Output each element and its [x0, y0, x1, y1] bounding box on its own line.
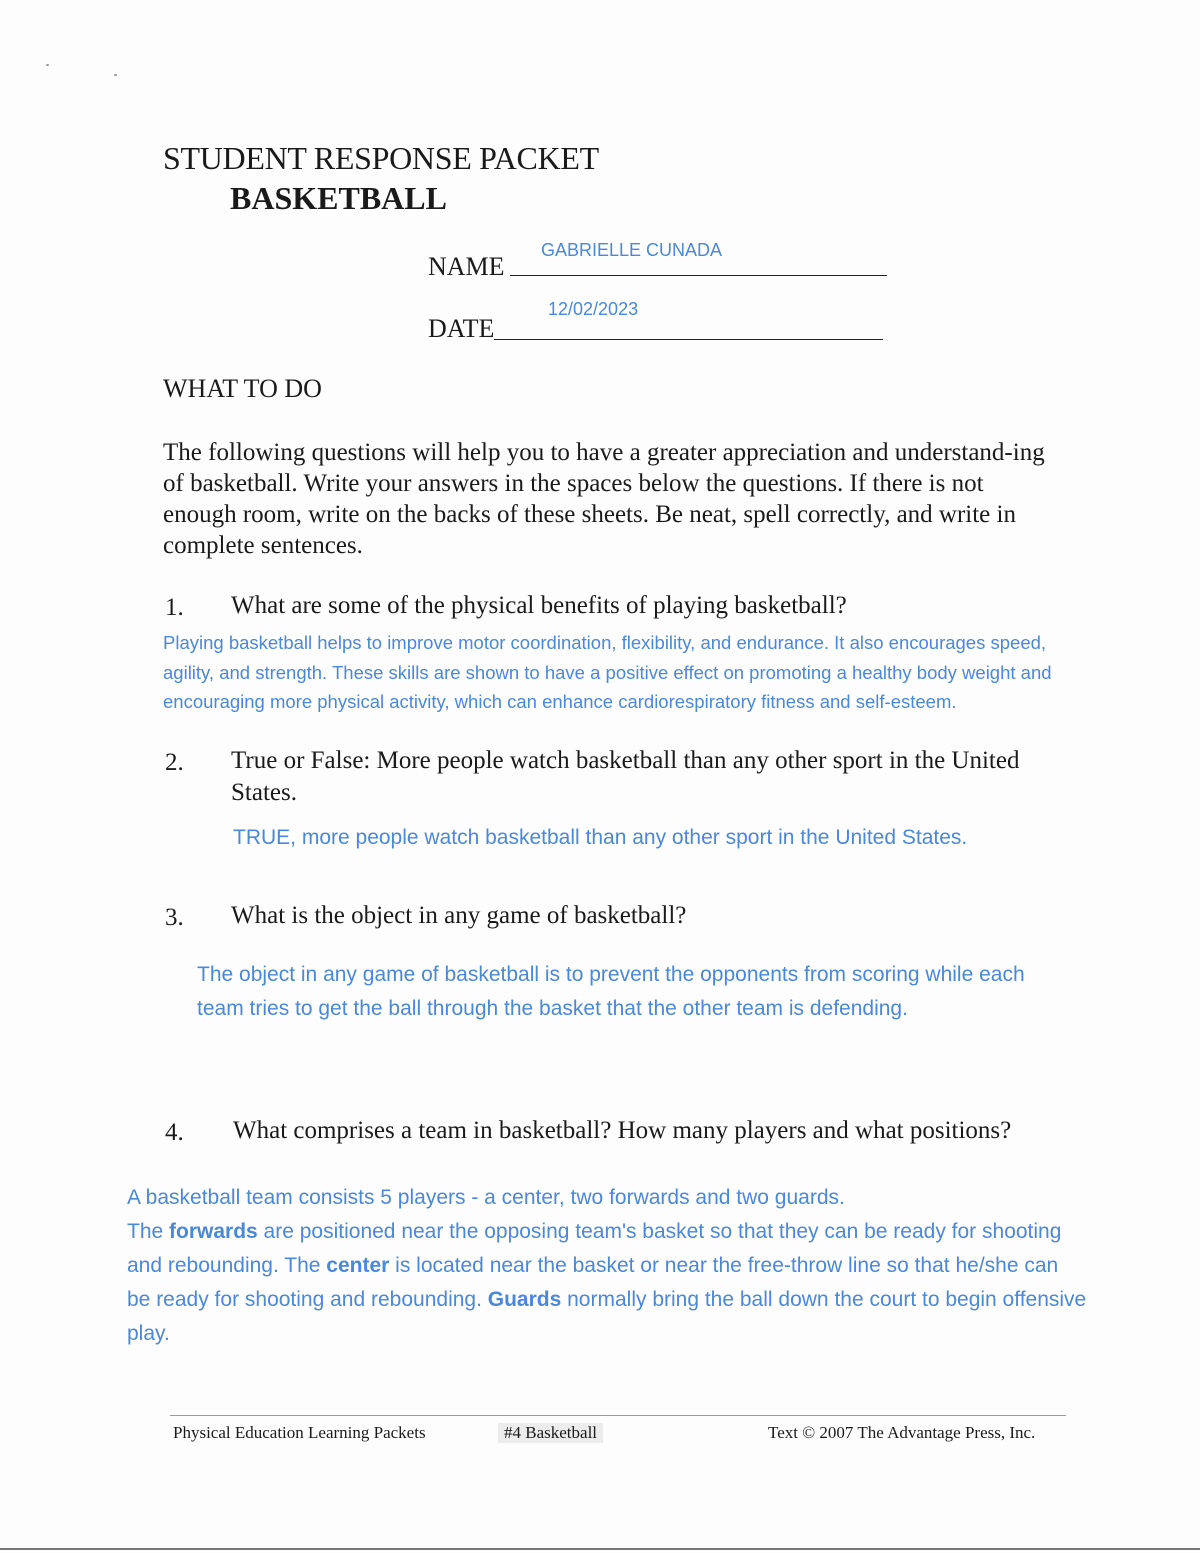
answer-text [127, 1181, 1087, 1351]
page-bottom-edge [0, 1548, 1200, 1550]
question-number: 3. [165, 904, 184, 931]
answer-detail: The forwards are positioned near the opposing team's basket so that they can be ready for shooting and rebounding. The center is located near the basket or near the free-throw line so that he/she can be ready for shooting and rebounding. Guards normally bring the ball down the court to begin offensive play. [127, 1220, 1087, 1345]
question-text: True or False: More people watch basketball than any other sport in the United States. [231, 747, 1020, 806]
answer-emphasis: Guards [487, 1288, 562, 1311]
question-number: 2. [165, 749, 184, 776]
question-text: What is the object in any game of basketball? [231, 902, 687, 929]
answer-text: TRUE, more people watch basketball than any other sport in the United States. [233, 826, 968, 849]
footer-divider [170, 1415, 1066, 1416]
answer-emphasis: forwards [169, 1220, 258, 1243]
answer-summary-line: A basketball team consists 5 players - a center, two forwards and two guards. [127, 1186, 845, 1209]
answer-text: The object in any game of basketball is to prevent the opponents from scoring while each team tries to get the ball through the basket that the other team is defending. [197, 963, 1025, 1020]
instructions-heading: WHAT TO DO [163, 374, 322, 403]
footer-middle: #4 Basketball [498, 1423, 603, 1443]
date-value: 12/02/2023 [548, 299, 639, 319]
question-number: 4. [165, 1119, 184, 1146]
scan-speck [114, 74, 117, 76]
name-label: NAME [428, 252, 505, 281]
question-text: What comprises a team in basketball? How many players and what positions? [233, 1117, 1012, 1144]
question-number: 1. [165, 594, 184, 621]
page-subtitle: BASKETBALL [230, 180, 447, 216]
instructions-body: The following questions will help you to have a greater appreciation and understand-ing of basketball. Write your answers in the spaces below the questions. If there is not enough room, write on the backs of these sheets. Be neat, spell correctly, and write in complete sentences. [163, 439, 1045, 559]
answer-emphasis: center [326, 1254, 390, 1277]
footer-right: Text © 2007 The Advantage Press, Inc. [768, 1423, 1036, 1442]
name-value: GABRIELLE CUNADA [541, 240, 723, 260]
answer-text: Playing basketball helps to improve motor coordination, flexibility, and endurance. It also encourages speed, agility, and strength. These skills are shown to have a positive effect on promoting a healthy body weight and encouraging more physical activity, which can enhance cardiorespiratory fitness and self-esteem. [163, 632, 1052, 712]
date-label: DATE [428, 314, 495, 343]
page-title: STUDENT RESPONSE PACKET [163, 140, 599, 176]
name-line [510, 275, 887, 276]
scan-speck [46, 64, 49, 66]
footer-left: Physical Education Learning Packets [173, 1423, 426, 1442]
date-line [494, 339, 883, 340]
question-text: What are some of the physical benefits of playing basketball? [231, 592, 847, 619]
